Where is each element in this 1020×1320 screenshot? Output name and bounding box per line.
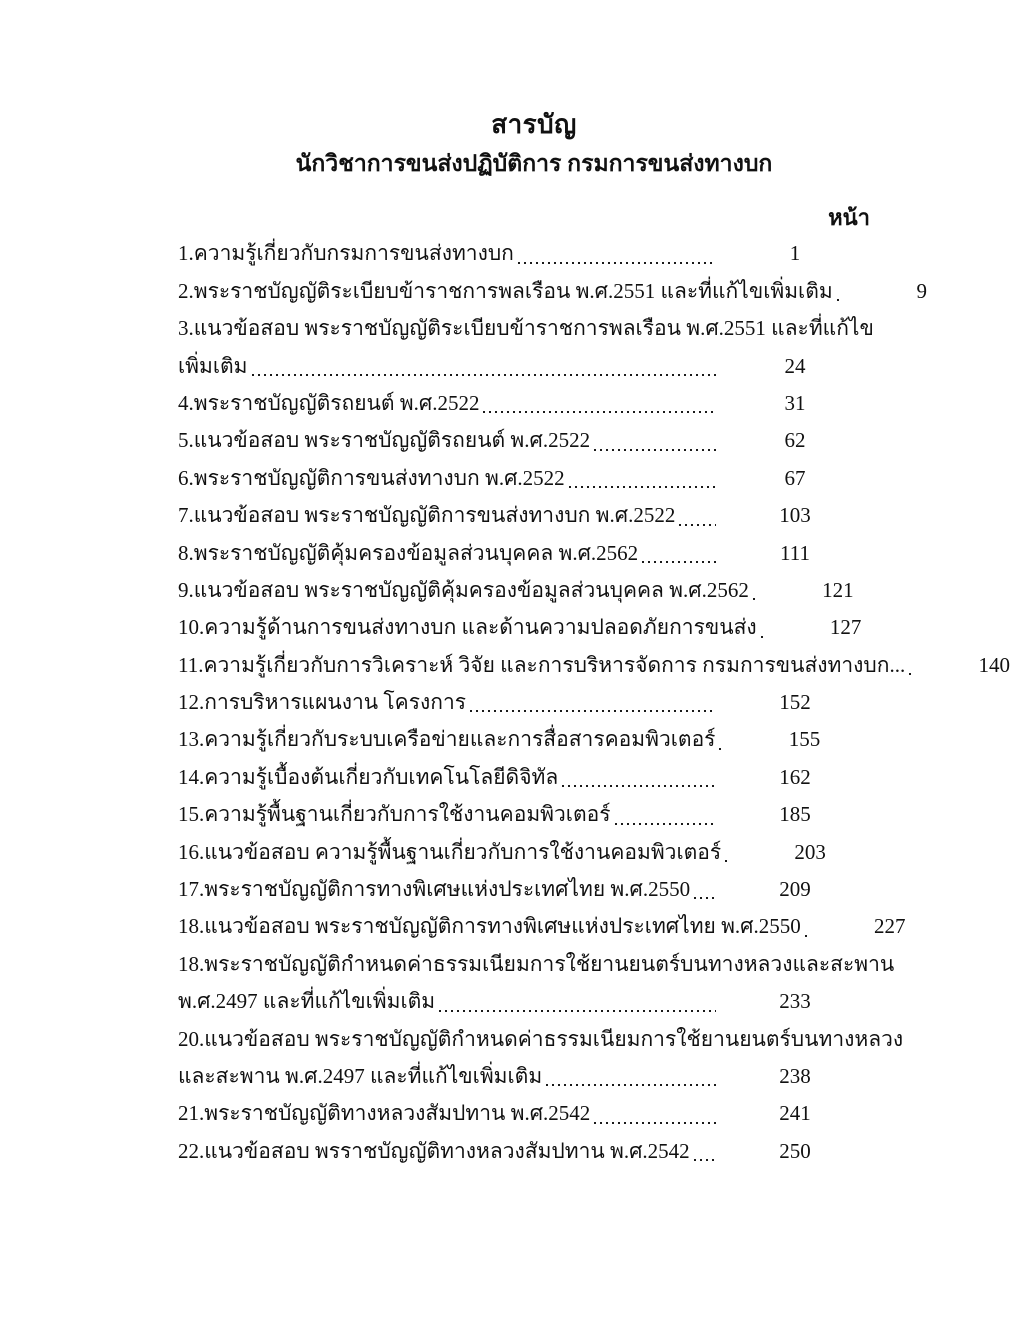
dot-leader [837,299,843,301]
toc-entry-page-number: 9 [916,278,927,303]
toc-entry-line [178,460,870,497]
dot-leader [909,673,915,675]
toc-entry-text: 6.พระราชบัญญัติการขนส่งทางบก พ.ศ.2522 [178,465,565,490]
toc-entry-text: 12.การบริหารแผนงาน โครงการ [178,690,467,715]
dot-leader [518,262,716,264]
toc-entry-line [178,572,870,609]
dot-leader [594,449,716,451]
toc-entry-page-number: 127 [829,615,862,640]
dot-leader [753,598,759,600]
toc-entry-line [178,834,870,871]
toc-entry-page-number: 1 [789,241,801,266]
toc-entry-line [178,310,874,347]
toc-entry-line [178,422,870,459]
toc-entry-text: 17.พระราชบัญญัติการทางพิเศษแห่งประเทศไทย พ.ศ.2550 [178,877,691,902]
toc-entry-page-number: 227 [874,914,906,939]
toc-entry-line [178,1133,870,1170]
dot-leader [725,860,731,862]
dot-leader [694,1159,716,1161]
toc-entry-text: 16.แนวข้อสอบ ความรู้พื้นฐานเกี่ยวกับการใช้งานคอมพิวเตอร์ [178,839,722,864]
page-subtitle: นักวิชาการขนส่งปฏิบัติการ กรมการขนส่งทางบก [295,151,773,176]
toc-entry-line [178,647,1010,684]
toc-entry-line [178,1058,870,1095]
toc-entry-page-number: 209 [779,877,811,902]
toc-entry-line [178,497,870,534]
page-title: สารบัญ [491,110,577,139]
toc-entry-text: 5.แนวข้อสอบ พระราชบัญญัติรถยนต์ พ.ศ.2522 [178,428,591,453]
page-column-header: หน้า [828,205,870,231]
toc-entry-text: 1.ความรู้เกี่ยวกับกรมการขนส่งทางบก [178,241,514,266]
toc-entry-line [178,684,870,721]
toc-entry-line [178,908,906,945]
toc-entry-page-number: 103 [779,503,811,528]
toc-entry-line [178,1095,870,1132]
dot-leader [694,897,716,899]
dot-leader [642,561,716,563]
toc-entry-text: 20.แนวข้อสอบ พระราชบัญญัติกำหนดค่าธรรมเนียมการใช้ยานยนตร์บนทางหลวง [178,1026,904,1051]
dot-leader [805,935,811,937]
dot-leader [439,1010,716,1012]
dot-leader [562,785,716,787]
toc-entry-page-number: 62 [784,428,806,453]
dot-leader [615,823,716,825]
dot-leader [719,748,725,750]
toc-entry-line [178,721,870,758]
toc-entry-line [178,385,870,422]
toc-entry-line [178,348,870,385]
toc-entry-text: 10.ความรู้ด้านการขนส่งทางบก และด้านความปลอดภัยการขนส่ง [178,615,757,640]
toc-entry-text: 22.แนวข้อสอบ พรราชบัญญัติทางหลวงสัมปทาน พ.ศ.2542 [178,1138,690,1163]
dot-leader [252,374,716,376]
toc-entry-text: 7.แนวข้อสอบ พระราชบัญญัติการขนส่งทางบก พ.ศ.2522 [178,503,676,528]
toc-entry-page-number: 31 [784,390,806,415]
toc-entry-page-number: 155 [788,727,821,752]
toc-entry-text: และสะพาน พ.ศ.2497 และที่แก้ไขเพิ่มเติม [178,1063,543,1088]
toc-entry-page-number: 111 [780,540,810,565]
toc-entry-text: 2.พระราชบัญญัติระเบียบข้าราชการพลเรือน พ.ศ.2551 และที่แก้ไขเพิ่มเติม [178,278,833,303]
toc-entry-text: 3.แนวข้อสอบ พระราชบัญญัติระเบียบข้าราชการพลเรือน พ.ศ.2551 และที่แก้ไข [178,316,874,341]
toc-entry-line [178,273,927,310]
dot-leader [470,710,716,712]
toc-entry-text: 13.ความรู้เกี่ยวกับระบบเครือข่ายและการสื่อสารคอมพิวเตอร์ [178,727,716,752]
toc-entry-line [178,946,895,983]
toc-entry-line [178,235,870,272]
table-of-contents [178,198,1010,1170]
toc-entry-line [178,759,870,796]
toc-entry-text: 18.แนวข้อสอบ พระราชบัญญัติการทางพิเศษแห่งประเทศไทย พ.ศ.2550 [178,914,801,939]
page-column-header-row [178,198,870,235]
toc-entry-line [178,871,870,908]
toc-entry-page-number: 162 [779,764,811,789]
dot-leader [569,486,716,488]
toc-entry-page-number: 250 [779,1138,811,1163]
toc-entry-page-number: 121 [822,577,854,602]
toc-entry-page-number: 152 [779,690,811,715]
toc-list [178,235,1010,1170]
toc-entry-page-number: 140 [978,652,1010,677]
dot-leader [483,411,716,413]
toc-entry-text: 18.พระราชบัญญัติกำหนดค่าธรรมเนียมการใช้ยานยนตร์บนทางหลวงและสะพาน [178,951,895,976]
toc-entry-page-number: 185 [779,802,811,827]
toc-entry-text: เพิ่มเติม [178,353,248,378]
dot-leader [594,1122,716,1124]
dot-leader [679,524,716,526]
toc-entry-text: 9.แนวข้อสอบ พระราชบัญญัติคุ้มครองข้อมูลส่วนบุคคล พ.ศ.2562 [178,577,749,602]
toc-entry-text: 11.ความรู้เกี่ยวกับการวิเคราะห์ วิจัย และการบริหารจัดการ กรมการขนส่งทางบก... [178,652,906,677]
toc-entry-page-number: 67 [784,465,806,490]
toc-entry-text: 15.ความรู้พื้นฐานเกี่ยวกับการใช้งานคอมพิวเตอร์ [178,802,611,827]
toc-entry-page-number: 238 [779,1063,811,1088]
document-header [0,0,1020,184]
dot-leader [761,636,767,638]
toc-entry-text: 4.พระราชบัญญัติรถยนต์ พ.ศ.2522 [178,390,480,415]
toc-entry-text: พ.ศ.2497 และที่แก้ไขเพิ่มเติม [178,989,436,1014]
toc-entry-line [178,609,870,646]
toc-entry-page-number: 241 [779,1101,811,1126]
toc-entry-line [178,796,870,833]
toc-entry-line [178,535,870,572]
toc-entry-page-number: 203 [794,839,826,864]
dot-leader [546,1084,716,1086]
toc-entry-text: 8.พระราชบัญญัติคุ้มครองข้อมูลส่วนบุคคล พ.ศ.2562 [178,540,639,565]
toc-entry-line [178,1021,904,1058]
toc-entry-text: 14.ความรู้เบื้องต้นเกี่ยวกับเทคโนโลยีดิจิทัล [178,764,559,789]
toc-entry-text: 21.พระราชบัญญัติทางหลวงสัมปทาน พ.ศ.2542 [178,1101,591,1126]
toc-entry-page-number: 233 [779,989,811,1014]
toc-entry-line [178,983,870,1020]
toc-entry-page-number: 24 [784,353,806,378]
